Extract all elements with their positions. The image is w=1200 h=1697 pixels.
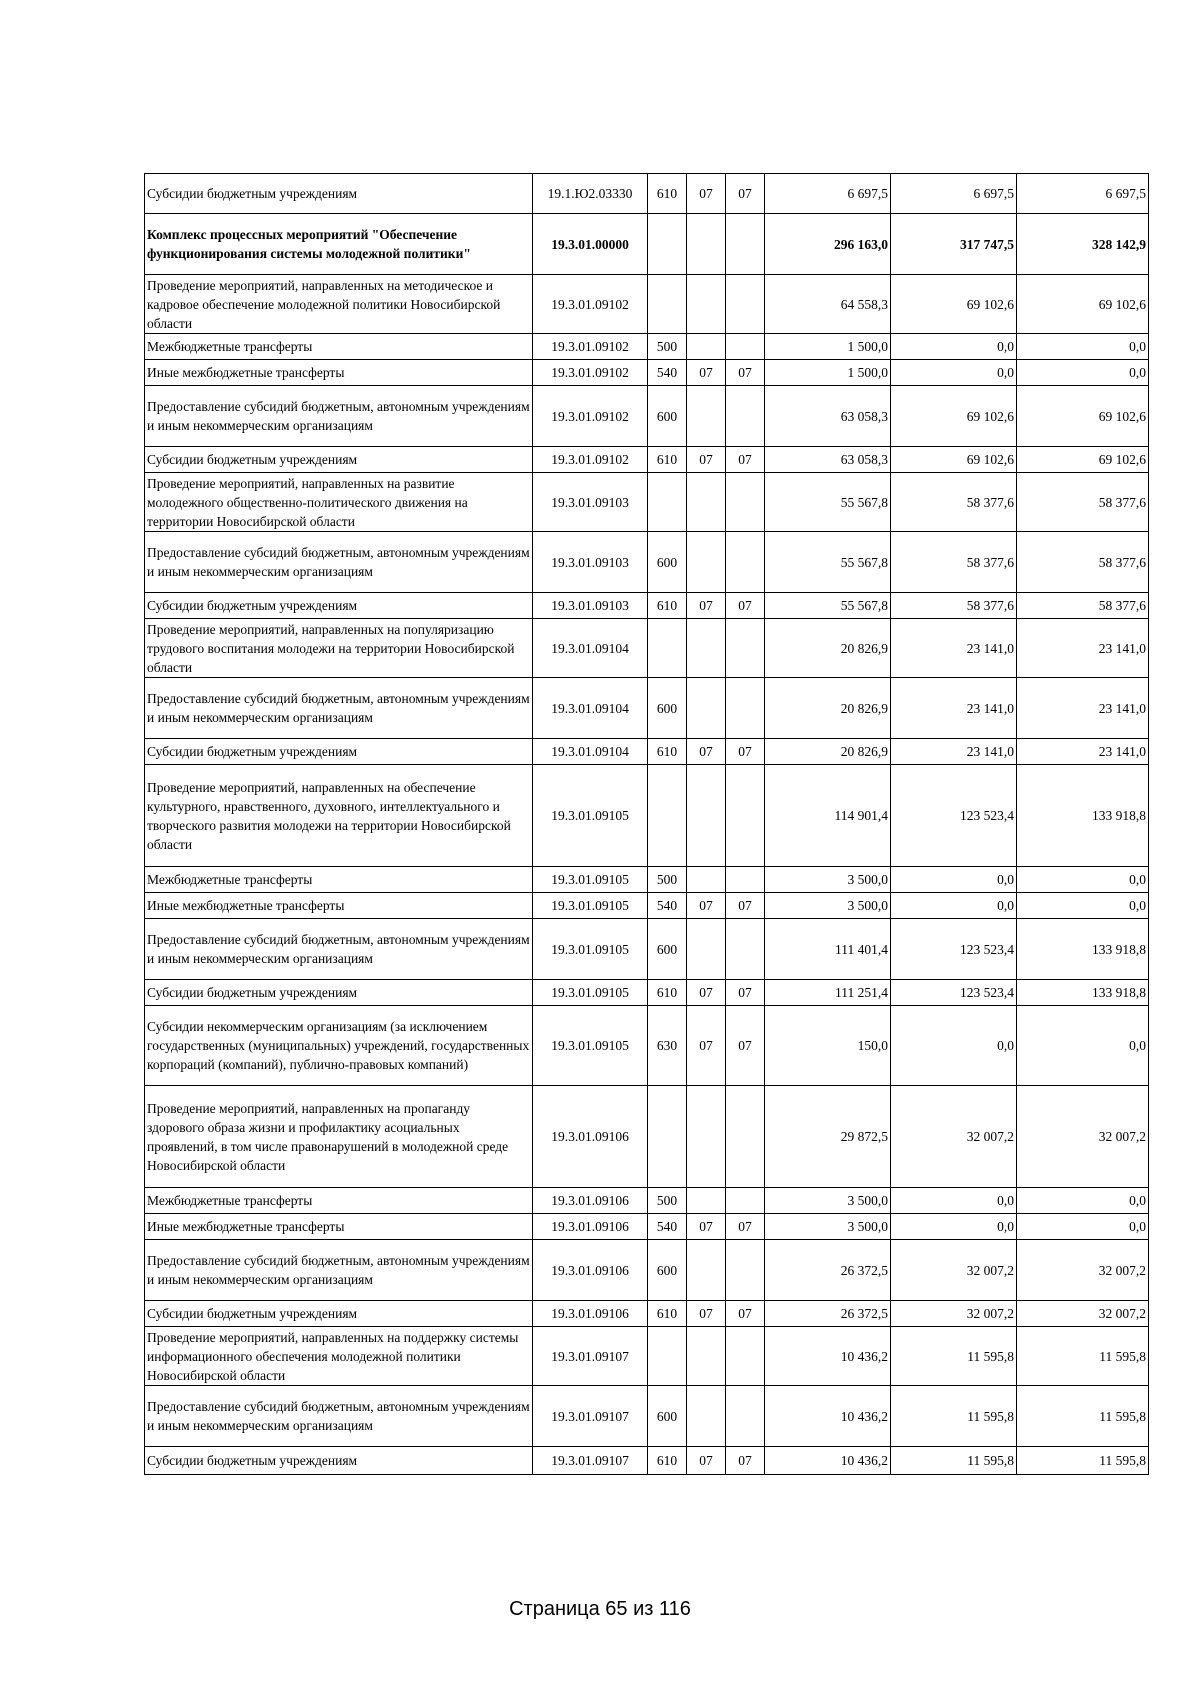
cell-expense-type <box>648 275 687 334</box>
cell-expense-type: 500 <box>648 1188 687 1214</box>
cell-amount-year-2: 11 595,8 <box>891 1447 1017 1475</box>
cell-subsection: 07 <box>726 447 765 473</box>
cell-amount-year-1: 10 436,2 <box>765 1447 891 1475</box>
cell-section: 07 <box>687 593 726 619</box>
cell-subsection: 07 <box>726 593 765 619</box>
table-row <box>145 473 1149 532</box>
cell-section <box>687 334 726 360</box>
cell-amount-year-3: 58 377,6 <box>1017 593 1149 619</box>
cell-section <box>687 619 726 678</box>
cell-amount-year-2: 0,0 <box>891 360 1017 386</box>
cell-amount-year-1: 63 058,3 <box>765 386 891 447</box>
cell-subsection <box>726 1386 765 1447</box>
cell-amount-year-2: 23 141,0 <box>891 619 1017 678</box>
cell-amount-year-1: 20 826,9 <box>765 619 891 678</box>
cell-expense-type: 610 <box>648 174 687 214</box>
cell-section <box>687 765 726 867</box>
cell-amount-year-3: 23 141,0 <box>1017 739 1149 765</box>
cell-description: Субсидии бюджетным учреждениям <box>145 174 533 214</box>
cell-description: Проведение мероприятий, направленных на пропаганду здорового образа жизни и профилактику асоциальных проявлений, в том числе правонарушений в молодежной среде Новосибирской области <box>145 1086 533 1188</box>
cell-section: 07 <box>687 893 726 919</box>
cell-expense-type: 610 <box>648 980 687 1006</box>
cell-target-code: 19.3.01.09104 <box>533 619 648 678</box>
cell-target-code: 19.3.01.09102 <box>533 447 648 473</box>
cell-amount-year-2: 123 523,4 <box>891 919 1017 980</box>
cell-amount-year-3: 69 102,6 <box>1017 386 1149 447</box>
cell-amount-year-3: 69 102,6 <box>1017 447 1149 473</box>
cell-amount-year-3: 0,0 <box>1017 1214 1149 1240</box>
table-row <box>145 275 1149 334</box>
cell-expense-type: 610 <box>648 1447 687 1475</box>
cell-target-code: 19.3.01.09106 <box>533 1301 648 1327</box>
cell-amount-year-1: 10 436,2 <box>765 1327 891 1386</box>
cell-expense-type: 610 <box>648 593 687 619</box>
cell-amount-year-3: 133 918,8 <box>1017 919 1149 980</box>
cell-description: Субсидии бюджетным учреждениям <box>145 980 533 1006</box>
cell-expense-type <box>648 619 687 678</box>
table-row <box>145 1214 1149 1240</box>
cell-subsection: 07 <box>726 739 765 765</box>
cell-amount-year-1: 3 500,0 <box>765 893 891 919</box>
cell-section <box>687 214 726 275</box>
cell-section: 07 <box>687 1301 726 1327</box>
cell-subsection <box>726 275 765 334</box>
cell-subsection <box>726 473 765 532</box>
cell-description: Субсидии бюджетным учреждениям <box>145 1301 533 1327</box>
table-row <box>145 447 1149 473</box>
cell-subsection: 07 <box>726 1214 765 1240</box>
cell-amount-year-2: 32 007,2 <box>891 1240 1017 1301</box>
cell-target-code: 19.3.01.00000 <box>533 214 648 275</box>
table-row <box>145 1188 1149 1214</box>
cell-section <box>687 678 726 739</box>
cell-description: Предоставление субсидий бюджетным, автономным учреждениям и иным некоммерческим организациям <box>145 1240 533 1301</box>
cell-amount-year-3: 0,0 <box>1017 1006 1149 1086</box>
cell-expense-type: 600 <box>648 532 687 593</box>
cell-amount-year-2: 58 377,6 <box>891 593 1017 619</box>
cell-description: Предоставление субсидий бюджетным, автономным учреждениям и иным некоммерческим организациям <box>145 678 533 739</box>
table-row <box>145 532 1149 593</box>
cell-amount-year-2: 0,0 <box>891 1188 1017 1214</box>
table-body <box>145 174 1149 1475</box>
cell-section <box>687 386 726 447</box>
cell-amount-year-3: 11 595,8 <box>1017 1327 1149 1386</box>
cell-description: Проведение мероприятий, направленных на популяризацию трудового воспитания молодежи на территории Новосибирской области <box>145 619 533 678</box>
cell-amount-year-2: 69 102,6 <box>891 386 1017 447</box>
cell-amount-year-1: 26 372,5 <box>765 1240 891 1301</box>
cell-expense-type: 610 <box>648 739 687 765</box>
table-row <box>145 334 1149 360</box>
cell-expense-type: 540 <box>648 1214 687 1240</box>
cell-amount-year-2: 0,0 <box>891 867 1017 893</box>
table-row <box>145 867 1149 893</box>
cell-subsection <box>726 919 765 980</box>
cell-amount-year-3: 23 141,0 <box>1017 678 1149 739</box>
table-row <box>145 1327 1149 1386</box>
cell-amount-year-3: 69 102,6 <box>1017 275 1149 334</box>
table-row <box>145 386 1149 447</box>
cell-amount-year-2: 123 523,4 <box>891 765 1017 867</box>
cell-section <box>687 1086 726 1188</box>
cell-description: Межбюджетные трансферты <box>145 1188 533 1214</box>
cell-amount-year-2: 32 007,2 <box>891 1086 1017 1188</box>
cell-subsection <box>726 1240 765 1301</box>
cell-amount-year-3: 0,0 <box>1017 893 1149 919</box>
cell-description: Субсидии бюджетным учреждениям <box>145 593 533 619</box>
cell-subsection <box>726 532 765 593</box>
cell-amount-year-3: 58 377,6 <box>1017 473 1149 532</box>
cell-subsection <box>726 678 765 739</box>
cell-description: Проведение мероприятий, направленных на методическое и кадровое обеспечение молодежной политики Новосибирской области <box>145 275 533 334</box>
cell-amount-year-2: 32 007,2 <box>891 1301 1017 1327</box>
cell-target-code: 19.3.01.09107 <box>533 1327 648 1386</box>
table-row <box>145 765 1149 867</box>
cell-amount-year-2: 69 102,6 <box>891 447 1017 473</box>
cell-amount-year-2: 123 523,4 <box>891 980 1017 1006</box>
cell-description: Субсидии некоммерческим организациям (за исключением государственных (муниципальных) учреждений, государственных корпораций (компаний), публично-правовых компаний) <box>145 1006 533 1086</box>
cell-amount-year-1: 114 901,4 <box>765 765 891 867</box>
table-row <box>145 593 1149 619</box>
cell-target-code: 19.3.01.09105 <box>533 980 648 1006</box>
cell-expense-type <box>648 765 687 867</box>
cell-amount-year-1: 150,0 <box>765 1006 891 1086</box>
table-row <box>145 980 1149 1006</box>
cell-amount-year-2: 23 141,0 <box>891 739 1017 765</box>
cell-subsection: 07 <box>726 360 765 386</box>
table-row <box>145 214 1149 275</box>
table-row <box>145 1240 1149 1301</box>
cell-amount-year-1: 6 697,5 <box>765 174 891 214</box>
cell-subsection: 07 <box>726 1447 765 1475</box>
cell-expense-type: 540 <box>648 893 687 919</box>
cell-section: 07 <box>687 174 726 214</box>
cell-section <box>687 473 726 532</box>
cell-amount-year-1: 55 567,8 <box>765 473 891 532</box>
cell-amount-year-2: 0,0 <box>891 1214 1017 1240</box>
cell-expense-type: 500 <box>648 334 687 360</box>
cell-expense-type: 600 <box>648 678 687 739</box>
cell-description: Комплекс процессных мероприятий "Обеспечение функционирования системы молодежной политики" <box>145 214 533 275</box>
cell-amount-year-2: 11 595,8 <box>891 1327 1017 1386</box>
cell-expense-type: 610 <box>648 1301 687 1327</box>
cell-target-code: 19.3.01.09106 <box>533 1188 648 1214</box>
cell-target-code: 19.3.01.09105 <box>533 1006 648 1086</box>
cell-target-code: 19.3.01.09102 <box>533 334 648 360</box>
cell-target-code: 19.3.01.09107 <box>533 1386 648 1447</box>
cell-subsection <box>726 867 765 893</box>
cell-subsection: 07 <box>726 1006 765 1086</box>
cell-expense-type: 600 <box>648 386 687 447</box>
cell-amount-year-1: 1 500,0 <box>765 334 891 360</box>
cell-description: Проведение мероприятий, направленных на развитие молодежного общественно-политического движения на территории Новосибирской области <box>145 473 533 532</box>
cell-subsection <box>726 1086 765 1188</box>
cell-expense-type <box>648 1327 687 1386</box>
cell-subsection <box>726 619 765 678</box>
table-row <box>145 678 1149 739</box>
cell-target-code: 19.3.01.09104 <box>533 739 648 765</box>
cell-description: Проведение мероприятий, направленных на обеспечение культурного, нравственного, духовного, интеллектуального и творческого развития молодежи на территории Новосибирской области <box>145 765 533 867</box>
cell-subsection <box>726 1188 765 1214</box>
cell-description: Межбюджетные трансферты <box>145 867 533 893</box>
table-row <box>145 174 1149 214</box>
cell-amount-year-1: 3 500,0 <box>765 867 891 893</box>
cell-amount-year-3: 0,0 <box>1017 334 1149 360</box>
cell-amount-year-1: 64 558,3 <box>765 275 891 334</box>
table-row <box>145 1086 1149 1188</box>
table-row <box>145 919 1149 980</box>
cell-description: Межбюджетные трансферты <box>145 334 533 360</box>
cell-target-code: 19.3.01.09102 <box>533 386 648 447</box>
cell-section: 07 <box>687 739 726 765</box>
cell-description: Предоставление субсидий бюджетным, автономным учреждениям и иным некоммерческим организациям <box>145 1386 533 1447</box>
cell-expense-type: 540 <box>648 360 687 386</box>
cell-amount-year-3: 11 595,8 <box>1017 1447 1149 1475</box>
cell-section <box>687 867 726 893</box>
cell-amount-year-1: 3 500,0 <box>765 1214 891 1240</box>
cell-amount-year-2: 0,0 <box>891 1006 1017 1086</box>
cell-amount-year-2: 11 595,8 <box>891 1386 1017 1447</box>
cell-subsection <box>726 214 765 275</box>
cell-subsection <box>726 334 765 360</box>
cell-amount-year-1: 296 163,0 <box>765 214 891 275</box>
cell-section: 07 <box>687 1447 726 1475</box>
cell-subsection <box>726 1327 765 1386</box>
cell-expense-type: 630 <box>648 1006 687 1086</box>
page-number: Страница 65 из 116 <box>509 1598 691 1620</box>
cell-target-code: 19.3.01.09105 <box>533 893 648 919</box>
cell-amount-year-3: 32 007,2 <box>1017 1240 1149 1301</box>
cell-subsection: 07 <box>726 174 765 214</box>
cell-section <box>687 919 726 980</box>
cell-expense-type: 600 <box>648 919 687 980</box>
cell-expense-type: 610 <box>648 447 687 473</box>
cell-section: 07 <box>687 447 726 473</box>
cell-amount-year-3: 0,0 <box>1017 360 1149 386</box>
table-row <box>145 1006 1149 1086</box>
cell-subsection: 07 <box>726 1301 765 1327</box>
cell-amount-year-1: 29 872,5 <box>765 1086 891 1188</box>
cell-section <box>687 1188 726 1214</box>
cell-section <box>687 532 726 593</box>
table-row <box>145 619 1149 678</box>
cell-target-code: 19.3.01.09104 <box>533 678 648 739</box>
cell-amount-year-2: 6 697,5 <box>891 174 1017 214</box>
cell-expense-type <box>648 1086 687 1188</box>
cell-description: Предоставление субсидий бюджетным, автономным учреждениям и иным некоммерческим организациям <box>145 386 533 447</box>
cell-amount-year-1: 55 567,8 <box>765 532 891 593</box>
cell-amount-year-1: 1 500,0 <box>765 360 891 386</box>
cell-target-code: 19.3.01.09102 <box>533 275 648 334</box>
cell-amount-year-3: 32 007,2 <box>1017 1086 1149 1188</box>
cell-amount-year-3: 133 918,8 <box>1017 980 1149 1006</box>
cell-description: Субсидии бюджетным учреждениям <box>145 447 533 473</box>
cell-subsection: 07 <box>726 893 765 919</box>
cell-target-code: 19.3.01.09105 <box>533 919 648 980</box>
table-row <box>145 739 1149 765</box>
cell-target-code: 19.1.Ю2.03330 <box>533 174 648 214</box>
cell-description: Иные межбюджетные трансферты <box>145 893 533 919</box>
cell-description: Иные межбюджетные трансферты <box>145 360 533 386</box>
cell-amount-year-3: 23 141,0 <box>1017 619 1149 678</box>
cell-description: Иные межбюджетные трансферты <box>145 1214 533 1240</box>
cell-target-code: 19.3.01.09102 <box>533 360 648 386</box>
table-row <box>145 1447 1149 1475</box>
cell-section: 07 <box>687 1006 726 1086</box>
cell-expense-type <box>648 214 687 275</box>
cell-target-code: 19.3.01.09106 <box>533 1214 648 1240</box>
cell-expense-type <box>648 473 687 532</box>
cell-subsection <box>726 386 765 447</box>
cell-amount-year-3: 32 007,2 <box>1017 1301 1149 1327</box>
cell-section <box>687 275 726 334</box>
cell-target-code: 19.3.01.09105 <box>533 765 648 867</box>
cell-amount-year-1: 20 826,9 <box>765 739 891 765</box>
cell-amount-year-1: 3 500,0 <box>765 1188 891 1214</box>
cell-description: Субсидии бюджетным учреждениям <box>145 739 533 765</box>
cell-section: 07 <box>687 360 726 386</box>
cell-section <box>687 1240 726 1301</box>
cell-subsection <box>726 765 765 867</box>
cell-target-code: 19.3.01.09103 <box>533 532 648 593</box>
cell-description: Субсидии бюджетным учреждениям <box>145 1447 533 1475</box>
cell-amount-year-1: 111 401,4 <box>765 919 891 980</box>
cell-description: Проведение мероприятий, направленных на поддержку системы информационного обеспечения молодежной политики Новосибирской области <box>145 1327 533 1386</box>
cell-amount-year-3: 6 697,5 <box>1017 174 1149 214</box>
cell-target-code: 19.3.01.09103 <box>533 593 648 619</box>
cell-amount-year-3: 0,0 <box>1017 867 1149 893</box>
cell-section <box>687 1386 726 1447</box>
cell-expense-type: 600 <box>648 1386 687 1447</box>
cell-amount-year-2: 0,0 <box>891 893 1017 919</box>
cell-target-code: 19.3.01.09103 <box>533 473 648 532</box>
cell-amount-year-3: 11 595,8 <box>1017 1386 1149 1447</box>
table-row <box>145 1301 1149 1327</box>
cell-section <box>687 1327 726 1386</box>
cell-description: Предоставление субсидий бюджетным, автономным учреждениям и иным некоммерческим организациям <box>145 919 533 980</box>
cell-amount-year-1: 111 251,4 <box>765 980 891 1006</box>
cell-amount-year-3: 133 918,8 <box>1017 765 1149 867</box>
cell-expense-type: 600 <box>648 1240 687 1301</box>
cell-amount-year-2: 58 377,6 <box>891 473 1017 532</box>
cell-subsection: 07 <box>726 980 765 1006</box>
cell-target-code: 19.3.01.09106 <box>533 1240 648 1301</box>
cell-amount-year-2: 0,0 <box>891 334 1017 360</box>
cell-amount-year-1: 63 058,3 <box>765 447 891 473</box>
cell-section: 07 <box>687 980 726 1006</box>
cell-target-code: 19.3.01.09107 <box>533 1447 648 1475</box>
cell-amount-year-3: 0,0 <box>1017 1188 1149 1214</box>
cell-description: Предоставление субсидий бюджетным, автономным учреждениям и иным некоммерческим организациям <box>145 532 533 593</box>
cell-amount-year-1: 26 372,5 <box>765 1301 891 1327</box>
budget-table <box>144 173 1149 1475</box>
cell-target-code: 19.3.01.09106 <box>533 1086 648 1188</box>
cell-section: 07 <box>687 1214 726 1240</box>
cell-expense-type: 500 <box>648 867 687 893</box>
cell-amount-year-2: 69 102,6 <box>891 275 1017 334</box>
cell-amount-year-2: 58 377,6 <box>891 532 1017 593</box>
table-row <box>145 1386 1149 1447</box>
cell-amount-year-1: 20 826,9 <box>765 678 891 739</box>
cell-amount-year-2: 23 141,0 <box>891 678 1017 739</box>
cell-target-code: 19.3.01.09105 <box>533 867 648 893</box>
table-row <box>145 893 1149 919</box>
cell-amount-year-3: 328 142,9 <box>1017 214 1149 275</box>
cell-amount-year-2: 317 747,5 <box>891 214 1017 275</box>
cell-amount-year-3: 58 377,6 <box>1017 532 1149 593</box>
cell-amount-year-1: 10 436,2 <box>765 1386 891 1447</box>
cell-amount-year-1: 55 567,8 <box>765 593 891 619</box>
table-row <box>145 360 1149 386</box>
